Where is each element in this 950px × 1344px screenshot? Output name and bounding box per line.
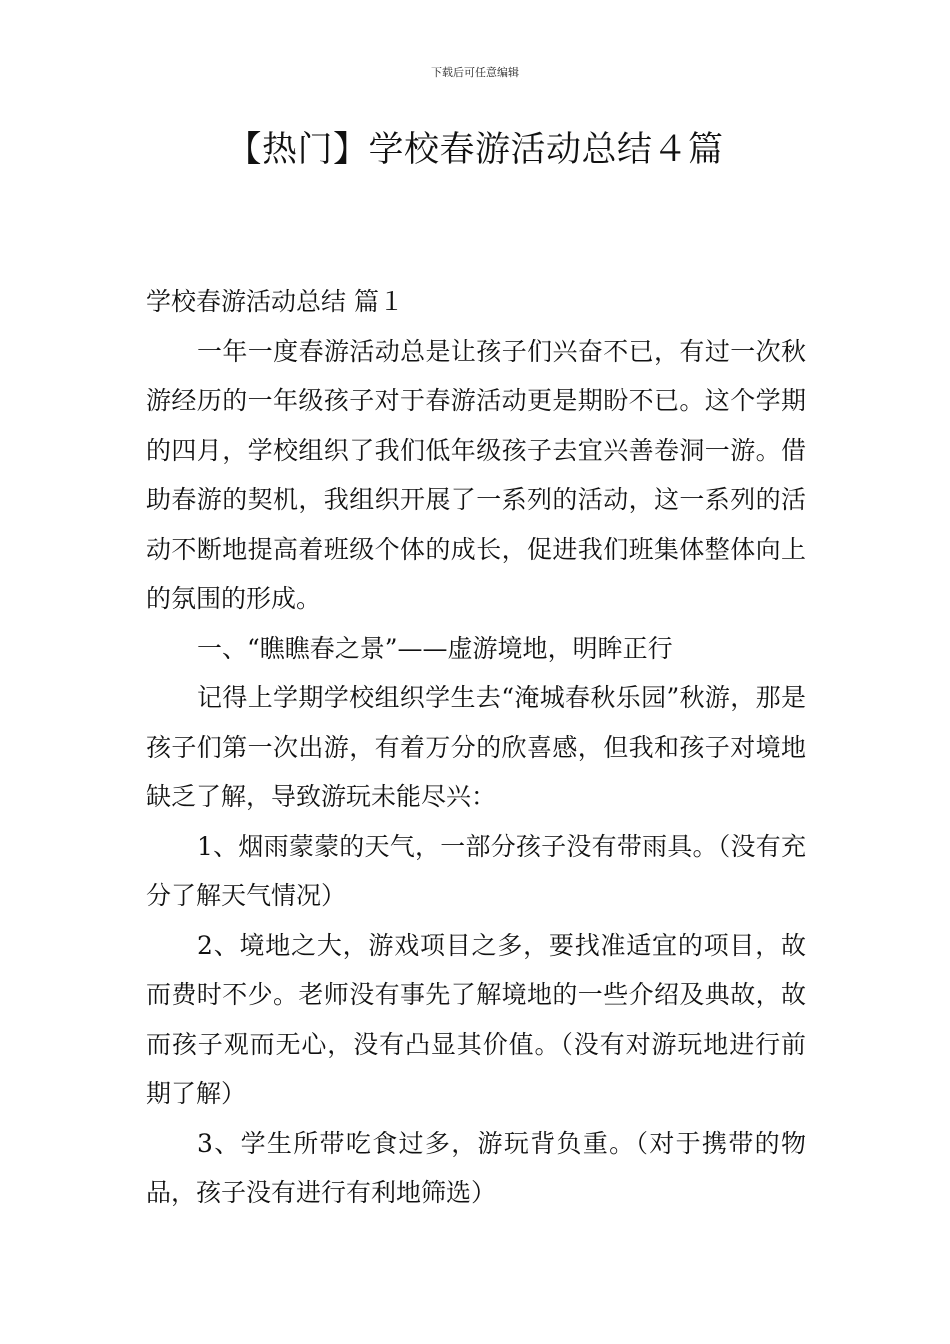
- subsection-heading: 一、“瞧瞧春之景”——虚游境地，明眸正行: [197, 633, 673, 663]
- paragraph: 一年一度春游活动总是让孩子们兴奋不已，有过一次秋游经历的一年级孩子对于春游活动更是期盼不已。这个学期的四月，学校组织了我们低年级孩子去宜兴善卷洞一游。借助春游的契机，我组织开展了一系列的活动，这一系列的活动不断地提高着班级个体的成长，促进我们班集体整体向上的氛围的形成。: [146, 336, 806, 613]
- list-item: 3、学生所带吃食过多，游玩背负重。（对于携带的物品，孩子没有进行有利地筛选）: [146, 1128, 806, 1207]
- header-note: 下载后可任意编辑: [431, 66, 519, 79]
- paragraph: 记得上学期学校组织学生去“淹城春秋乐园”秋游，那是孩子们第一次出游，有着万分的欣喜感，但我和孩子对境地缺乏了解，导致游玩未能尽兴：: [146, 683, 806, 811]
- list-item: 1、烟雨蒙蒙的天气，一部分孩子没有带雨具。（没有充分了解天气情况）: [146, 831, 806, 910]
- list-item: 2、境地之大，游戏项目之多，要找准适宜的项目，故而费时不少。老师没有事先了解境地的一些介绍及典故，故而孩子观而无心，没有凸显其价值。（没有对游玩地进行前期了解）: [146, 930, 806, 1108]
- document-title: 【热门】学校春游活动总结４篇: [226, 130, 724, 170]
- section-heading: 学校春游活动总结 篇１: [146, 287, 404, 316]
- document-body: [146, 277, 806, 1218]
